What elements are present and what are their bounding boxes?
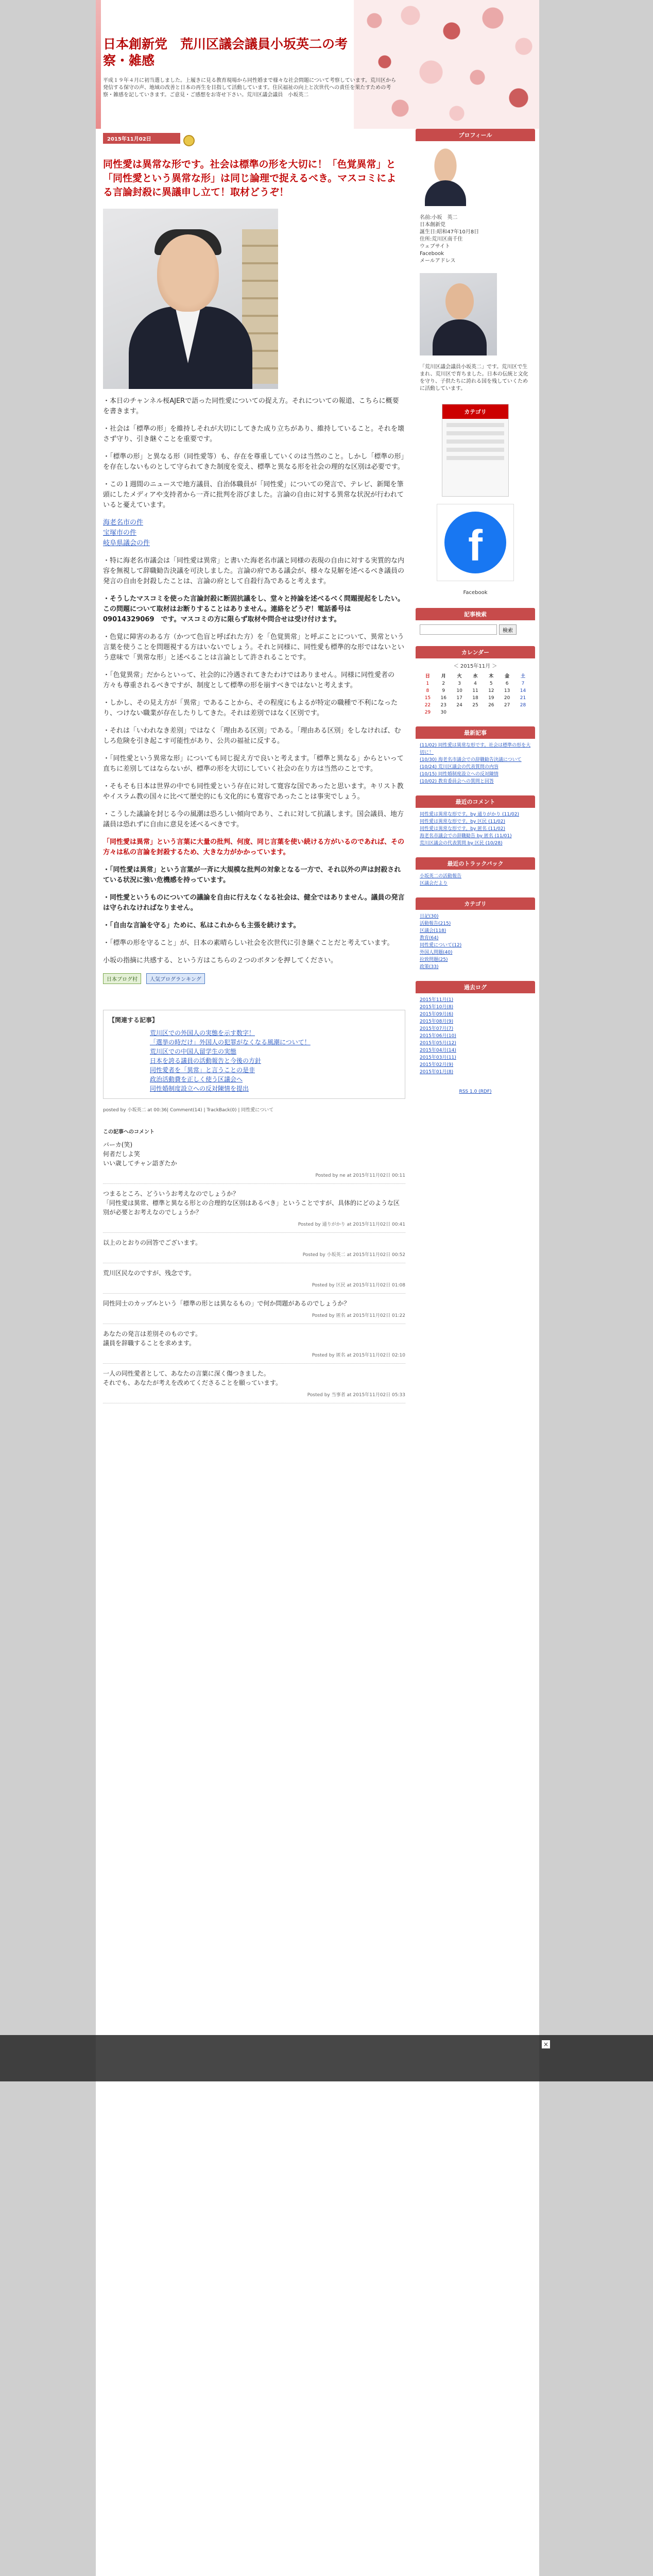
rss-link[interactable]: RSS 1.0 (RDF) [459,1089,492,1094]
comments-heading: この記事へのコメント [103,1129,154,1135]
trackback-box [416,857,535,890]
blog-page [96,0,539,2576]
post-paragraph: ・そもそも日本は世界の中でも同性愛という存在に対して寛容な国であったと思います。キリスト教やイスラム教の国々に比べて歴史的にも文化的にも寛容であったことは事実でしょう。 [103,783,404,801]
related-heading: 【関連する記事】 [109,1016,159,1024]
profile-avatar [420,144,471,206]
post-photo [103,209,278,389]
banner-line [446,456,504,460]
ranking-banner[interactable] [442,404,509,497]
category-box [416,897,535,974]
calendar-day[interactable]: 4 [474,681,477,686]
facebook-widget[interactable] [437,504,514,581]
archive-list [416,993,535,1079]
comment [103,1238,405,1263]
recent-comment-link[interactable]: 荒川区議会の代表質問 by 区民 (10/28) [420,841,503,846]
recent-comment-link[interactable]: 同性愛は異常な形です。by 区民 (11/02) [420,819,506,824]
blogmura-button[interactable]: 日本ブログ村 [103,973,141,984]
archive-link[interactable]: 2015年09月(6) [420,1012,454,1017]
calendar-day[interactable]: 3 [458,681,461,686]
vote-buttons [103,973,413,984]
calendar-day[interactable]: 14 [520,688,526,693]
comment [103,1268,405,1294]
archive-box [416,981,535,1079]
post-paragraph: ・この１週間のニュースで地方議員、自治体職員が「同性愛」についての発言で、テレビ、新聞を筆頭にしたメディアや支持者から一斉に批判を浴びました。言論の自由に対する異常な状況が行われていると憂えています。 [103,481,404,509]
post-badge-icon [183,135,195,146]
archive-link[interactable]: 2015年06月(10) [420,1033,456,1039]
post-paragraph: ・それは「いわれなき差別」ではなく「理由ある区別」である。「理由ある区別」をしなければ、むしろ危険を引き起こす可能性があり、公共の福祉に反する。 [103,727,401,745]
category-link[interactable]: 活動報告(215) [420,921,451,926]
related-item[interactable]: 政治活動費を正しく使う区議会へ [150,1076,243,1083]
recent-post-link[interactable]: (10/30) 海老名市議会での辞職勧告決議について [420,757,522,762]
post-paragraph: ・しかし、その見え方が「異常」であることから、その程度にもよるが特定の職種で不利になったり、つけない職業が存在したりしてきた。それは差別ではなく区別です。 [103,699,398,717]
header-floral-pattern [354,0,539,129]
calendar-day[interactable]: 27 [504,703,510,708]
calendar-day[interactable]: 28 [520,703,526,708]
calendar-day[interactable]: 10 [456,688,462,693]
facebook-caption: Facebook [463,590,488,596]
link-ebina[interactable]: 海老名市の件 [103,519,144,527]
calendar-day[interactable] [468,709,484,716]
category-link[interactable]: 拉致問題(25) [420,957,448,962]
calendar-day[interactable]: 26 [488,703,494,708]
related-item[interactable]: 同性婚制度設立への反対陳情を提出 [150,1085,249,1092]
calendar-day[interactable]: 15 [424,696,431,701]
weekday-label: 木 [489,674,494,679]
category-link[interactable]: 日記(30) [420,914,439,919]
comment-meta: Posted by ne at 2015年11月02日 00:11 [103,1170,405,1184]
calendar-day[interactable]: 2 [442,681,445,686]
calendar-day[interactable]: 18 [472,696,478,701]
post-meta: posted by 小坂英二 at 00:36| Comment(14) | TrackBack(0) | 同性愛について [103,1108,274,1113]
post-title[interactable]: 同性愛は異常な形です。社会は標準の形を大切に！「色覚異常」と「同性愛という異常な形」は同じ論理で捉えるべき。マスコミによる言論封殺に異議申し立て！取材どうぞ！ [103,159,397,198]
category-heading: カテゴリ [416,897,535,910]
archive-link[interactable]: 2015年05月(12) [420,1041,456,1046]
profile-caption: 「荒川区議会議員小坂英二」です。荒川区で生まれ、荒川区で育ちました。日本の伝統と文化を守り、子供たちに誇れる国を残していくために活動しています。 [420,364,528,392]
calendar-day[interactable]: 23 [440,703,446,708]
recent-comments-list [416,808,535,850]
weekday-label: 金 [505,674,510,679]
post-paragraph-contact: ・そうしたマスコミを使った言論封殺に断固抗議をし、堂々と持論を述べるべく問題提起をしたい。この問題について取材はお断りすることはありません。連絡をどうぞ！電話番号は 09014329069 です。マスコミの方に限らず取材や問合せは受け付けます。 [103,595,405,623]
post-red-statement: 「同性愛は異常」という言葉に大量の批判、何度、同じ言葉を使い続ける方がいるのであれば、その方々は私の言論を封殺するため、大きな力がかかっています。 [103,838,405,856]
post-paragraph: ・「色覚異常」だからといって、社会的に冷遇されてきたわけではありません。同様に同性愛者の方々も尊重されるべきですが、制度として標準の形を崩すべきではないと考えます。 [103,671,395,689]
post-paragraph: ・「標準の形」と異なる形（同性愛等）も、存在を尊重していくのは当然のこと。しかし「標準の形」を存在しないものとして守られてきた制度を変え、標準と異なる形を社会の理的な区別は必要です。 [103,453,405,471]
profile-text: 名前:小坂 英二 日本創新党 誕生日:昭和47年10月8日 住所:荒川区南千住 ウェブサイト Facebook メールアドレス [420,215,479,264]
blog-ranking-button[interactable]: 人気ブログランキング [146,973,205,984]
calendar-day[interactable]: 29 [424,710,431,715]
calendar-heading: カレンダー [416,646,535,658]
banner-line [446,439,504,444]
calendar-day[interactable]: 9 [442,688,445,693]
search-box [416,608,535,639]
face-shape [157,234,219,312]
comment-text: バーカ(笑) 何者だしよ笑 いい歳してチャン語ぎたか [103,1141,177,1167]
calendar-day[interactable]: 8 [426,688,429,693]
facebook-box [416,504,535,601]
recent-post-link[interactable]: (10/24) 荒川区議会の代表質問の内容 [420,765,499,770]
calendar-day[interactable]: 7 [521,681,525,686]
recent-comment-link[interactable]: 同性愛は異常な形です。by 通りがかり (11/02) [420,812,520,817]
search-input[interactable] [420,624,497,635]
calendar-day[interactable]: 22 [424,703,431,708]
banner-line [446,431,504,435]
recent-comment-link[interactable]: 海老名市議会での辞職勧告 by 匿名 (11/01) [420,834,512,839]
calendar-day[interactable] [515,709,531,716]
calendar-day[interactable]: 21 [520,696,526,701]
trackback-link[interactable]: 小坂英二の活動報告 [420,874,462,879]
recent-comments-box [416,795,535,850]
blog-description: 平成１９年４月に初当選しました。上履きに見る教育現場から同性婚まで様々な社会問題について考察しています。荒川区から発信する保守の声、地域の改善と日本の再生を目指して活動しています。住民福祉の向上と次世代への責任を果たすための考察・雑感を記していきます。ご意見・ご感想をお寄せ下さい。荒川区議会議員 小坂英二 [103,78,396,98]
post-paragraph: ・「自由な言論を守る」ために、私はこれからも主張を続けます。 [103,922,300,929]
category-link[interactable]: 外国人問題(40) [420,950,453,955]
recent-post-link[interactable]: (10/02) 教育委員会への質問と回答 [420,779,494,784]
search-button[interactable]: 検索 [499,624,517,635]
archive-link[interactable]: 2015年10月(8) [420,1005,454,1010]
calendar-day[interactable]: 11 [472,688,478,693]
search-heading: 記事検索 [416,608,535,620]
calendar-day[interactable]: 6 [505,681,509,686]
calendar-day[interactable]: 25 [472,703,478,708]
ranking-banner-heading: カテゴリ [442,404,508,419]
category-list [416,910,535,974]
post-date: 2015年11月02日 [103,133,180,144]
weekday-label: 土 [521,674,526,679]
category-link[interactable]: 同性愛について(12) [420,943,462,948]
search-form [416,620,535,639]
trackback-link[interactable]: 区議会だより [420,881,448,886]
related-item[interactable]: 「選挙の時だけ」外国人の犯罪がなくなる風潮について！ [150,1039,311,1046]
archive-link[interactable]: 2015年04月(14) [420,1048,456,1053]
weekday-label: 火 [457,674,462,679]
comment-meta: Posted by 匿名 at 2015年11月02日 02:10 [103,1350,405,1364]
weekday-label: 水 [473,674,478,679]
blog-header [96,0,539,129]
archive-link[interactable]: 2015年03月(11) [420,1055,456,1060]
post-paragraph: ・「同性愛は異常」という言葉が一斉に大規模な批判の対象となる一方で、それ以外の声は封殺されている状況に強い危機感を持っています。 [103,866,401,884]
calendar-day[interactable]: 24 [456,703,462,708]
comment-meta: Posted by 当事者 at 2015年11月02日 05:33 [103,1389,405,1403]
archive-link[interactable]: 2015年01月(8) [420,1070,454,1075]
post-paragraph: ・本日のチャンネル桜AJERで語った同性愛についての捉え方。それについての報道、こちらに概要を書きます。 [103,397,399,415]
comment [103,1369,405,1403]
calendar-day[interactable]: 19 [488,696,494,701]
archive-link[interactable]: 2015年07月(7) [420,1026,454,1031]
profile-heading: プロフィール [416,129,535,141]
recent-posts-list [416,739,535,788]
calendar-month[interactable]: ＜ 2015年11月 ＞ [453,664,497,669]
recent-posts-box [416,726,535,788]
post-paragraph: ・特に海老名市議会は「同性愛は異常」と書いた海老名市議と同様の表現の自由に対する実質的な内容を無視して辞職勧告決議を可決しました。言論の府である議会が、様々な見解を述べるべき議員の発言の自由を封殺したことは、言論の府として自殺行為であると考えます。 [103,557,405,585]
post-body [103,396,405,966]
comment-meta: Posted by 匿名 at 2015年11月02日 01:22 [103,1310,405,1324]
comment-text: 一人の同性愛者として、あなたの言葉に深く傷つきました。 それでも、あなたが考えを改めてくださることを願っています。 [103,1370,282,1386]
post-paragraph: ・「同性愛という異常な形」についても同じ捉え方で良いと考えます。「標準と異なる」からといって直ちに差別してはならないが、標準の形を大切にしていく社会の在り方は当然のことです。 [103,755,404,773]
sidebar [416,129,535,1097]
banner-line [446,423,504,427]
recent-comments-heading: 最近のコメント [416,795,535,808]
calendar-day[interactable]: 12 [488,688,494,693]
calendar-day[interactable]: 30 [440,710,446,715]
category-link[interactable]: 政策(33) [420,964,439,970]
post-date-row [96,133,413,148]
main-column [96,129,413,1403]
post-paragraph: ・こうした議論を封じる今の風潮は恐ろしい傾向であり、これに対して抗議します。国会議員、地方議員は恐れずに自由に意見を述べるべきです。 [103,810,404,828]
recent-posts-heading: 最新記事 [416,726,535,739]
trackback-list [416,870,535,890]
calendar-day[interactable] [483,709,499,716]
link-gifu[interactable]: 岐阜県議会の件 [103,539,150,547]
calendar-day[interactable]: 5 [489,681,493,686]
comment-text: 以上のとおりの回答でございます。 [103,1239,202,1246]
trackback-heading: 最近のトラックバック [416,857,535,870]
weekday-label: 月 [441,674,446,679]
comment-text: 同性同士のカップルという「標準の形とは異なるもの」で何か問題があるのでしょうか？ [103,1300,350,1307]
comment-text: 荒川区民なのですが、残念です。 [103,1269,196,1277]
recent-post-link[interactable]: (10/15) 同性婚制度設立への反対陳情 [420,772,499,777]
calendar-day[interactable]: 1 [426,681,429,686]
comment-meta: Posted by 小坂英二 at 2015年11月02日 00:52 [103,1249,405,1263]
post-links [103,518,405,549]
calendar-day[interactable]: 17 [456,696,462,701]
archive-link[interactable]: 2015年11月(1) [420,997,454,1003]
calendar-day[interactable]: 20 [504,696,510,701]
post-paragraph: ・社会は「標準の形」を維持しそれが大切にしてきた成り立ちがあり、維持していること。それを壊さず守り、引き継ぐことを重要です。 [103,425,405,443]
comment [103,1299,405,1324]
banner-line [446,448,504,452]
link-takarazuka[interactable]: 宝塚市の件 [103,529,137,537]
calendar-day[interactable]: 16 [440,696,446,701]
archive-heading: 過去ログ [416,981,535,993]
calendar-table [420,671,531,716]
ranking-box [416,404,535,497]
header-edge-decoration [96,0,101,129]
weekday-label: 日 [425,674,430,679]
category-link[interactable]: 区議会(118) [420,928,446,934]
blog-title[interactable]: 日本創新党 荒川区議会議員小坂英二の考察・雑感 [103,37,348,68]
post-paragraph: ・色覚に障害のある方（かつて色盲と呼ばれた方）を「色覚異常」と呼ぶことについて、異常という言葉を使うことを問題視する方はいないでしょう。それと同様に、同性愛も標準的な形ではないという意味で「異常な形」と述べることは言論として許されることです。 [103,633,405,662]
archive-link[interactable]: 2015年02月(9) [420,1062,454,1067]
facebook-icon: f [444,512,506,573]
overlay-banner [0,2035,653,2081]
calendar-day[interactable]: 13 [504,688,510,693]
comment [103,1189,405,1233]
comment-text: つまるところ、どういうお考えなのでしょうか？ 「同性愛は異常、標準と異なる形との合理的な区別はあるべき」ということですが、具体的にどのような区別が必要とお考えなのでしょうか？ [103,1190,400,1216]
profile-box [416,129,535,397]
post-paragraph: 小坂の指摘に共感する、という方はこちらの２つのボタンを押してください。 [103,957,338,964]
calendar [416,658,535,719]
related-item[interactable]: 同性愛者を「異常」と言うことの是非 [150,1066,255,1074]
recent-comment-link[interactable]: 同性愛は異常な形です。by 匿名 (11/02) [420,826,506,832]
related-item[interactable]: 日本を誇る議員の活動報告と今後の方針 [150,1057,262,1064]
archive-link[interactable]: 2015年08月(9) [420,1019,454,1024]
comment-meta: Posted by 通りがかり at 2015年11月02日 00:41 [103,1219,405,1233]
comment-meta: Posted by 区民 at 2015年11月02日 01:08 [103,1280,405,1294]
related-item[interactable]: 荒川区での中国人留学生の実態 [150,1048,237,1055]
profile-photo [420,273,497,355]
calendar-day[interactable] [499,709,515,716]
close-icon[interactable]: × [542,2040,550,2048]
recent-post-link[interactable]: (11/02) 同性愛は異常な形です。社会は標準の形を大切に！ [420,743,531,755]
calendar-box [416,646,535,719]
category-link[interactable]: 教育(64) [420,936,439,941]
post-paragraph: ・同性愛というものについての議論を自由に行えなくなる社会は、健全ではありません。議員の発言は守られなければなりません。 [103,894,405,912]
comment-text: あなたの発言は差別そのものです。 議員を辞職することを求めます。 [103,1330,202,1347]
post-paragraph: ・「標準の形を守ること」が、日本の素晴らしい社会を次世代に引き継ぐことだと考えています。 [103,939,394,947]
comment [103,1329,405,1364]
calendar-day[interactable] [452,709,468,716]
related-list [109,1028,400,1093]
related-item[interactable]: 荒川区での外国人の実態を示す数字！ [150,1029,255,1037]
comment [103,1140,405,1184]
related-articles [103,1010,405,1099]
